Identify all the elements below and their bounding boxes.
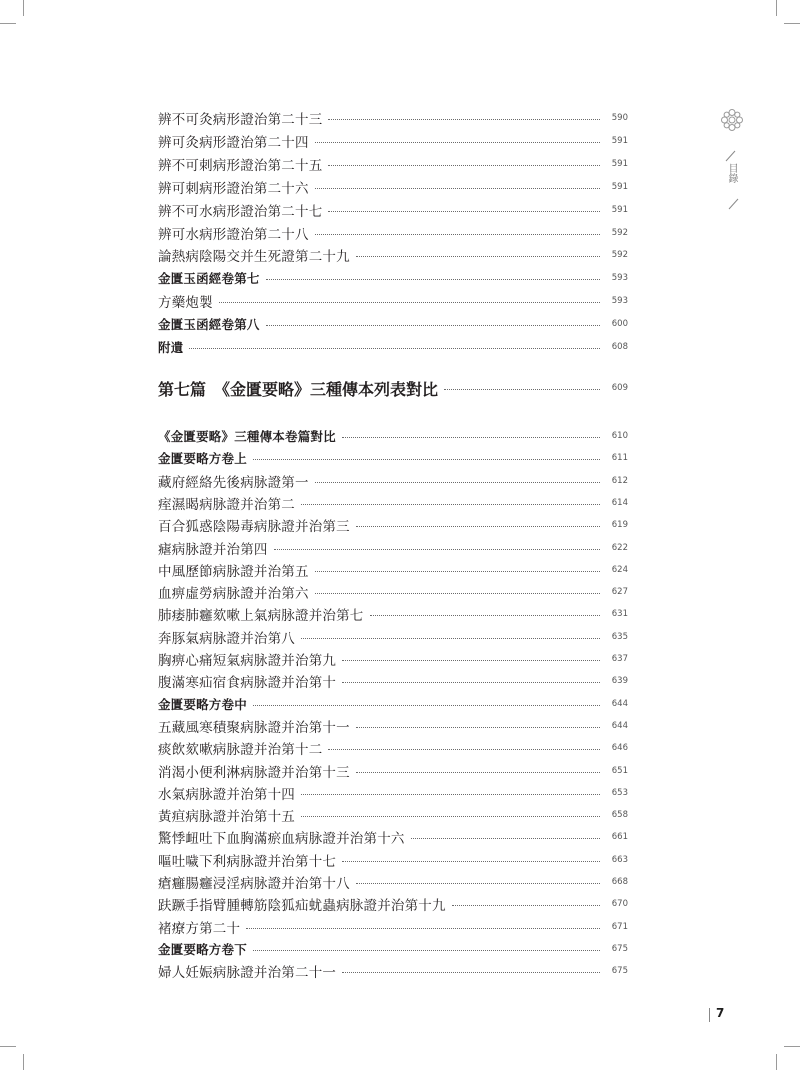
toc-entry[interactable] bbox=[158, 694, 628, 714]
entry-page-number: 622 bbox=[611, 542, 628, 553]
entry-title: 方藥炮製 bbox=[158, 295, 213, 312]
entry-page-number: 639 bbox=[611, 676, 628, 687]
flower-ornament-icon bbox=[719, 107, 745, 133]
toc-entry[interactable] bbox=[158, 850, 628, 870]
toc-entry[interactable] bbox=[158, 154, 628, 174]
entry-page-number: 646 bbox=[611, 743, 628, 754]
crop-mark-bottom-left bbox=[23, 1054, 24, 1070]
entry-title: 金匱要略方卷中 bbox=[158, 696, 247, 712]
entry-page-number: 661 bbox=[611, 832, 628, 843]
toc-entry[interactable] bbox=[158, 538, 628, 558]
page-number: 7 bbox=[716, 1006, 725, 1020]
toc-entry[interactable] bbox=[158, 108, 628, 128]
dot-leader bbox=[246, 927, 600, 929]
entry-page-number: 591 bbox=[611, 135, 628, 146]
entry-page-number: 651 bbox=[611, 765, 628, 776]
entry-page-number: 591 bbox=[611, 181, 628, 192]
toc-entry[interactable] bbox=[158, 671, 628, 691]
entry-title: 腹滿寒疝宿食病脉證并治第十 bbox=[158, 675, 337, 692]
toc-entry[interactable] bbox=[158, 738, 628, 758]
dot-leader bbox=[315, 187, 600, 189]
toc-entry[interactable] bbox=[158, 337, 628, 357]
entry-title: 血痹虛勞病脉證并治第六 bbox=[158, 586, 309, 603]
toc-entry[interactable] bbox=[158, 939, 628, 959]
dot-leader bbox=[342, 681, 600, 683]
entry-title: 嘔吐噦下利病脉證并治第十七 bbox=[158, 853, 337, 870]
entry-page-number: 631 bbox=[611, 609, 628, 620]
toc-entry[interactable] bbox=[158, 493, 628, 513]
entry-page-number: 591 bbox=[611, 204, 628, 215]
entry-page-number: 619 bbox=[611, 520, 628, 531]
dot-leader bbox=[328, 164, 600, 166]
entry-title: 辨可灸病形證治第二十四 bbox=[158, 134, 309, 151]
entry-page-number: 675 bbox=[611, 966, 628, 977]
toc-entry[interactable] bbox=[158, 872, 628, 892]
entry-page-number: 637 bbox=[611, 654, 628, 664]
crop-mark-top-left-h bbox=[0, 23, 16, 24]
dot-leader bbox=[189, 347, 600, 349]
toc-entry[interactable] bbox=[158, 426, 628, 446]
toc-entry[interactable] bbox=[158, 582, 628, 602]
entry-page-number: 670 bbox=[611, 899, 628, 910]
toc-entry[interactable] bbox=[158, 268, 628, 288]
toc-entry[interactable] bbox=[158, 291, 628, 311]
toc-entry[interactable] bbox=[158, 716, 628, 736]
entry-title: 消渴小便利淋病脉證并治第十三 bbox=[158, 764, 350, 781]
entry-title: 黃疸病脉證并治第十五 bbox=[158, 809, 295, 826]
dot-leader bbox=[356, 771, 600, 773]
entry-page-number: 600 bbox=[611, 319, 628, 330]
dot-leader bbox=[342, 659, 600, 661]
entry-title: 辨不可灸病形證治第二十三 bbox=[158, 112, 323, 128]
entry-title: 金匱要略方卷下 bbox=[158, 941, 247, 957]
dot-leader bbox=[315, 592, 600, 594]
entry-page-number: 610 bbox=[611, 431, 628, 441]
dot-leader bbox=[356, 525, 600, 527]
entry-title: 痰飲欬嗽病脉證并治第十二 bbox=[158, 742, 323, 759]
entry-page-number: 627 bbox=[611, 587, 628, 598]
entry-title: 金匱要略方卷上 bbox=[158, 451, 247, 467]
entry-page-number: 608 bbox=[611, 342, 628, 352]
section-page-number: 609 bbox=[611, 383, 628, 393]
entry-title: 痓濕暍病脉證并治第二 bbox=[158, 496, 295, 513]
toc-entry[interactable] bbox=[158, 917, 628, 937]
entry-title: 五藏風寒積聚病脉證并治第十一 bbox=[158, 719, 350, 736]
entry-page-number: 614 bbox=[611, 497, 628, 508]
dot-leader bbox=[328, 748, 600, 750]
folio-divider bbox=[709, 1008, 710, 1022]
entry-page-number: 592 bbox=[611, 227, 628, 238]
entry-title: 辨不可刺病形證治第二十五 bbox=[158, 157, 323, 174]
entry-title: 婦人妊娠病脉證并治第二十一 bbox=[158, 965, 337, 982]
crop-mark-top-right-h bbox=[784, 23, 800, 24]
entry-page-number: 644 bbox=[611, 720, 628, 731]
toc-entry[interactable] bbox=[158, 560, 628, 580]
dot-leader bbox=[301, 793, 600, 795]
entry-title: 辨可刺病形證治第二十六 bbox=[158, 180, 309, 197]
entry-title: 水氣病脉證并治第十四 bbox=[158, 786, 295, 803]
toc-entry[interactable] bbox=[158, 894, 628, 914]
toc-entry[interactable] bbox=[158, 783, 628, 803]
entry-page-number: 658 bbox=[611, 810, 628, 821]
entry-title: 金匱玉函經卷第八 bbox=[158, 317, 260, 333]
entry-page-number: 653 bbox=[611, 787, 628, 798]
toc-entry[interactable] bbox=[158, 515, 628, 535]
dot-leader bbox=[356, 726, 600, 728]
toc-entry[interactable] bbox=[158, 805, 628, 825]
entry-title: 百合狐惑陰陽毒病脉證并治第三 bbox=[158, 519, 350, 536]
dot-leader bbox=[411, 837, 600, 839]
dot-leader bbox=[315, 570, 600, 572]
section-title: 第七篇 《金匱要略》三種傳本列表對比 bbox=[158, 379, 439, 399]
toc-entry[interactable] bbox=[158, 200, 628, 220]
entry-title: 辨可水病形證治第二十八 bbox=[158, 226, 309, 243]
entry-page-number: 675 bbox=[611, 943, 628, 954]
entry-title: 褚療方第二十 bbox=[158, 920, 241, 937]
entry-page-number: 612 bbox=[611, 475, 628, 486]
entry-title: 瘡癰腸癰浸淫病脉證并治第十八 bbox=[158, 876, 350, 892]
entry-title: 肺痿肺癰欬嗽上氣病脉證并治第七 bbox=[158, 608, 364, 625]
section-heading[interactable] bbox=[158, 376, 628, 400]
entry-title: 瘧病脉證并治第四 bbox=[158, 541, 268, 558]
dot-leader bbox=[356, 882, 600, 884]
entry-title: 藏府經絡先後病脉證第一 bbox=[158, 474, 309, 491]
dot-leader bbox=[342, 860, 600, 862]
dot-leader bbox=[274, 548, 600, 550]
toc-entry[interactable] bbox=[158, 448, 628, 468]
dot-leader bbox=[328, 118, 600, 120]
entry-page-number: 635 bbox=[611, 631, 628, 642]
dot-leader bbox=[370, 614, 601, 616]
dot-leader bbox=[253, 949, 600, 951]
dot-leader bbox=[266, 324, 600, 326]
dot-leader bbox=[315, 233, 600, 235]
toc-entry[interactable] bbox=[158, 961, 628, 981]
dot-leader bbox=[301, 815, 600, 817]
entry-title: 趺蹶手指臂腫轉筋陰狐疝蚘蟲病脉證并治第十九 bbox=[158, 898, 446, 915]
side-tab-label: 目錄 bbox=[726, 163, 737, 183]
entry-title: 奔豚氣病脉證并治第八 bbox=[158, 630, 295, 647]
entry-title: 附遺 bbox=[158, 340, 184, 355]
dot-leader bbox=[452, 904, 600, 906]
entry-page-number: 593 bbox=[611, 296, 628, 307]
crop-mark-top-right bbox=[776, 0, 777, 16]
entry-page-number: 671 bbox=[611, 921, 628, 932]
dot-leader bbox=[342, 436, 600, 438]
toc-entry[interactable] bbox=[158, 627, 628, 647]
dot-leader bbox=[315, 141, 600, 143]
entry-title: 驚悸衄吐下血胸滿瘀血病脉證并治第十六 bbox=[158, 831, 405, 848]
dot-leader bbox=[266, 278, 600, 280]
dot-leader bbox=[342, 971, 600, 973]
toc-entry[interactable] bbox=[158, 131, 628, 151]
toc-entry[interactable] bbox=[158, 471, 628, 491]
entry-title: 中風歷節病脉證并治第五 bbox=[158, 563, 309, 580]
entry-page-number: 590 bbox=[611, 113, 628, 123]
dot-leader bbox=[356, 255, 600, 257]
crop-mark-bottom-right bbox=[776, 1054, 777, 1070]
dot-leader bbox=[444, 388, 600, 390]
entry-page-number: 624 bbox=[611, 564, 628, 575]
entry-title: 辨不可水病形證治第二十七 bbox=[158, 203, 323, 220]
entry-page-number: 593 bbox=[611, 273, 628, 284]
entry-page-number: 663 bbox=[611, 854, 628, 865]
entry-title: 金匱玉函經卷第七 bbox=[158, 271, 260, 287]
entry-title: 論熱病陰陽交并生死證第二十九 bbox=[158, 249, 350, 266]
toc-entry[interactable] bbox=[158, 245, 628, 265]
toc-entry[interactable] bbox=[158, 177, 628, 197]
dot-leader bbox=[315, 481, 600, 483]
entry-page-number: 668 bbox=[611, 877, 628, 887]
entry-title: 胸痹心痛短氣病脉證并治第九 bbox=[158, 653, 337, 669]
dot-leader bbox=[301, 503, 600, 505]
crop-mark-top-left bbox=[23, 0, 24, 16]
toc-entry[interactable] bbox=[158, 314, 628, 334]
crop-mark-bottom-left-h bbox=[0, 1046, 16, 1047]
entry-page-number: 611 bbox=[611, 453, 628, 464]
toc-entry[interactable] bbox=[158, 761, 628, 781]
toc-entry[interactable] bbox=[158, 223, 628, 243]
entry-page-number: 592 bbox=[611, 250, 628, 261]
dot-leader bbox=[301, 637, 600, 639]
dot-leader bbox=[253, 458, 600, 460]
dot-leader bbox=[219, 301, 600, 303]
toc-entry[interactable] bbox=[158, 604, 628, 624]
entry-page-number: 644 bbox=[611, 698, 628, 709]
dot-leader bbox=[328, 210, 600, 212]
entry-page-number: 591 bbox=[611, 158, 628, 169]
toc-entry[interactable] bbox=[158, 649, 628, 669]
dot-leader bbox=[253, 704, 600, 706]
toc-entry[interactable] bbox=[158, 827, 628, 847]
entry-title: 《金匱要略》三種傳本卷篇對比 bbox=[158, 429, 336, 444]
crop-mark-bottom-right-h bbox=[784, 1046, 800, 1047]
